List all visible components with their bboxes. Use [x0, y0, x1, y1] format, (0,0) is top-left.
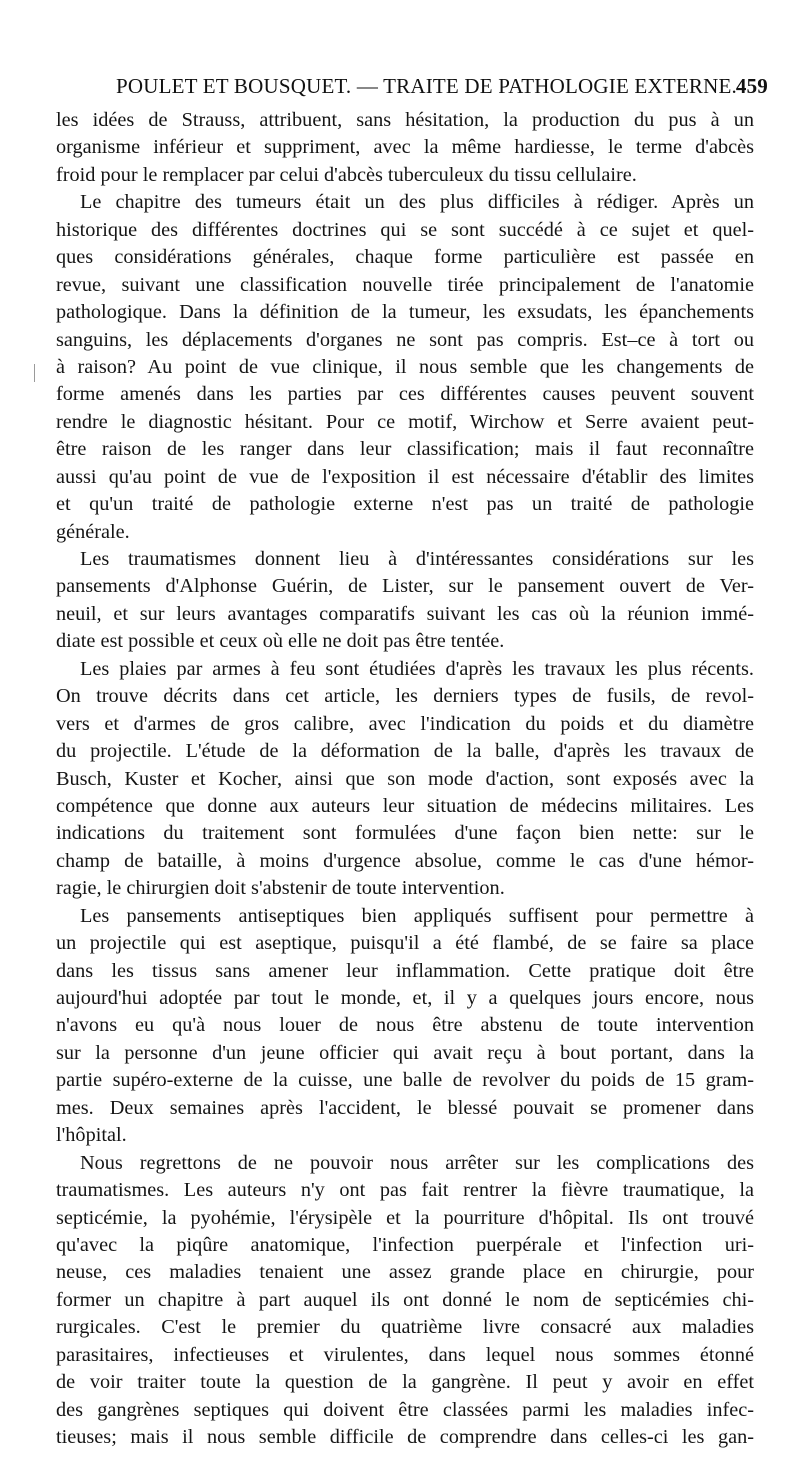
text-line: des gangrènes septiques qui doivent être classées parmi les maladies infec-: [56, 1398, 754, 1421]
text-line: du projectile. L'étude de la déformation de la balle, d'après les travaux de: [56, 740, 754, 763]
text-line: Le chapitre des tumeurs était un des plus difficiles à rédiger. Après un: [80, 191, 754, 214]
text-line: être raison de les ranger dans leur classification; mais il faut reconnaître: [56, 438, 754, 461]
text-line: neuil, et sur leurs avantages comparatifs suivant les cas où la réunion immé-: [56, 602, 754, 625]
text-line: champ de bataille, à moins d'urgence absolue, comme le cas d'une hémor-: [56, 849, 754, 872]
text-line: parasitaires, infectieuses et virulentes, dans lequel nous sommes étonné: [56, 1343, 754, 1366]
text-line: de voir traiter toute la question de la gangrène. Il peut y avoir en effet: [56, 1371, 754, 1394]
text-line: rurgicales. C'est le premier du quatrième livre consacré aux maladies: [56, 1316, 754, 1339]
text-line: vers et d'armes de gros calibre, avec l'indication du poids et du diamètre: [56, 712, 754, 735]
text-line: générale.: [56, 520, 130, 543]
text-line: ragie, le chirurgien doit s'abstenir de toute intervention.: [56, 877, 505, 900]
text-line: diate est possible et ceux où elle ne doit pas être tentée.: [56, 630, 505, 653]
text-line: forme amenés dans les parties par ces différentes causes peuvent souvent: [56, 383, 754, 406]
text-line: traumatismes. Les auteurs n'y ont pas fait rentrer la fièvre traumatique, la: [56, 1179, 754, 1202]
text-line: ques considérations générales, chaque forme particulière est passée en: [56, 246, 754, 269]
text-line: qu'avec la piqûre anatomique, l'infection puerpérale et l'infection uri-: [56, 1233, 754, 1256]
text-line: les idées de Strauss, attribuent, sans hésitation, la production du pus à un: [56, 109, 754, 131]
text-line: froid pour le remplacer par celui d'abcès tuberculeux du tissu cellulaire.: [56, 163, 637, 186]
text-line: former un chapitre à part auquel ils ont donné le nom de septicémies chi-: [56, 1288, 754, 1311]
text-line: sanguins, les déplacements d'organes ne sont pas compris. Est–ce à tort ou: [56, 328, 754, 351]
body-text: [56, 107, 754, 1451]
text-line: septicémie, la pyohémie, l'érysipèle et la pourriture d'hôpital. Ils ont trouvé: [56, 1206, 754, 1229]
text-line: n'avons eu qu'à nous louer de nous être abstenu de toute intervention: [56, 1014, 754, 1037]
margin-mark: [34, 364, 35, 382]
text-line: historique des différentes doctrines qui se sont succédé à ce sujet et quel-: [56, 218, 754, 241]
text-line: tieuses; mais il nous semble difficile de comprendre dans celles-ci les gan-: [56, 1426, 754, 1448]
text-line: On trouve décrits dans cet article, les derniers types de fusils, de revol-: [56, 685, 754, 708]
text-line: indications du traitement sont formulées d'une façon bien nette: sur le: [56, 822, 754, 845]
text-line: Nous regrettons de ne pouvoir nous arrêter sur les complications des: [80, 1151, 754, 1174]
text-line: aussi qu'au point de vue de l'exposition il est nécessaire d'établir des limites: [56, 465, 754, 488]
text-line: partie supéro-externe de la cuisse, une balle de revolver du poids de 15 gram-: [56, 1069, 754, 1092]
running-head: [88, 74, 768, 104]
text-line: Les traumatismes donnent lieu à d'intéressantes considérations sur les: [80, 548, 754, 570]
text-line: neuse, ces maladies tenaient une assez grande place en chirurgie, pour: [56, 1261, 754, 1284]
text-line: revue, suivant une classification nouvelle tirée principalement de l'anatomie: [56, 273, 754, 296]
text-line: à raison? Au point de vue clinique, il nous semble que les changements de: [56, 355, 754, 378]
page-number: 459: [735, 74, 768, 98]
text-line: dans les tissus sans amener leur inflammation. Cette pratique doit être: [56, 959, 754, 982]
text-line: Busch, Kuster et Kocher, ainsi que son mode d'action, sont exposés avec la: [56, 767, 754, 790]
text-line: aujourd'hui adoptée par tout le monde, et, il y a quelques jours encore, nous: [56, 987, 754, 1009]
text-line: organisme inférieur et suppriment, avec la même hardiesse, le terme d'abcès: [56, 136, 754, 159]
text-line: Les pansements antiseptiques bien appliqués suffisent pour permettre à: [80, 904, 754, 927]
text-line: rendre le diagnostic hésitant. Pour ce motif, Wirchow et Serre avaient peut-: [56, 410, 754, 433]
text-line: mes. Deux semaines après l'accident, le blessé pouvait se promener dans: [56, 1096, 754, 1119]
text-line: Les plaies par armes à feu sont étudiées d'après les travaux les plus récents.: [80, 657, 754, 680]
text-line: pansements d'Alphonse Guérin, de Lister, sur le pansement ouvert de Ver-: [56, 575, 754, 598]
text-line: et qu'un traité de pathologie externe n'est pas un traité de pathologie: [56, 493, 754, 516]
text-line: sur la personne d'un jeune officier qui avait reçu à bout portant, dans la: [56, 1041, 754, 1064]
text-line: compétence que donne aux auteurs leur situation de médecins militaires. Les: [56, 794, 754, 817]
text-line: un projectile qui est aseptique, puisqu'il a été flambé, de se faire sa place: [56, 932, 754, 955]
text-line: l'hôpital.: [56, 1124, 127, 1147]
running-title: POULET ET BOUSQUET. — TRAITE DE PATHOLOGIE EXTERNE.: [116, 74, 737, 98]
text-line: pathologique. Dans la définition de la tumeur, les exsudats, les épanchements: [56, 301, 754, 324]
